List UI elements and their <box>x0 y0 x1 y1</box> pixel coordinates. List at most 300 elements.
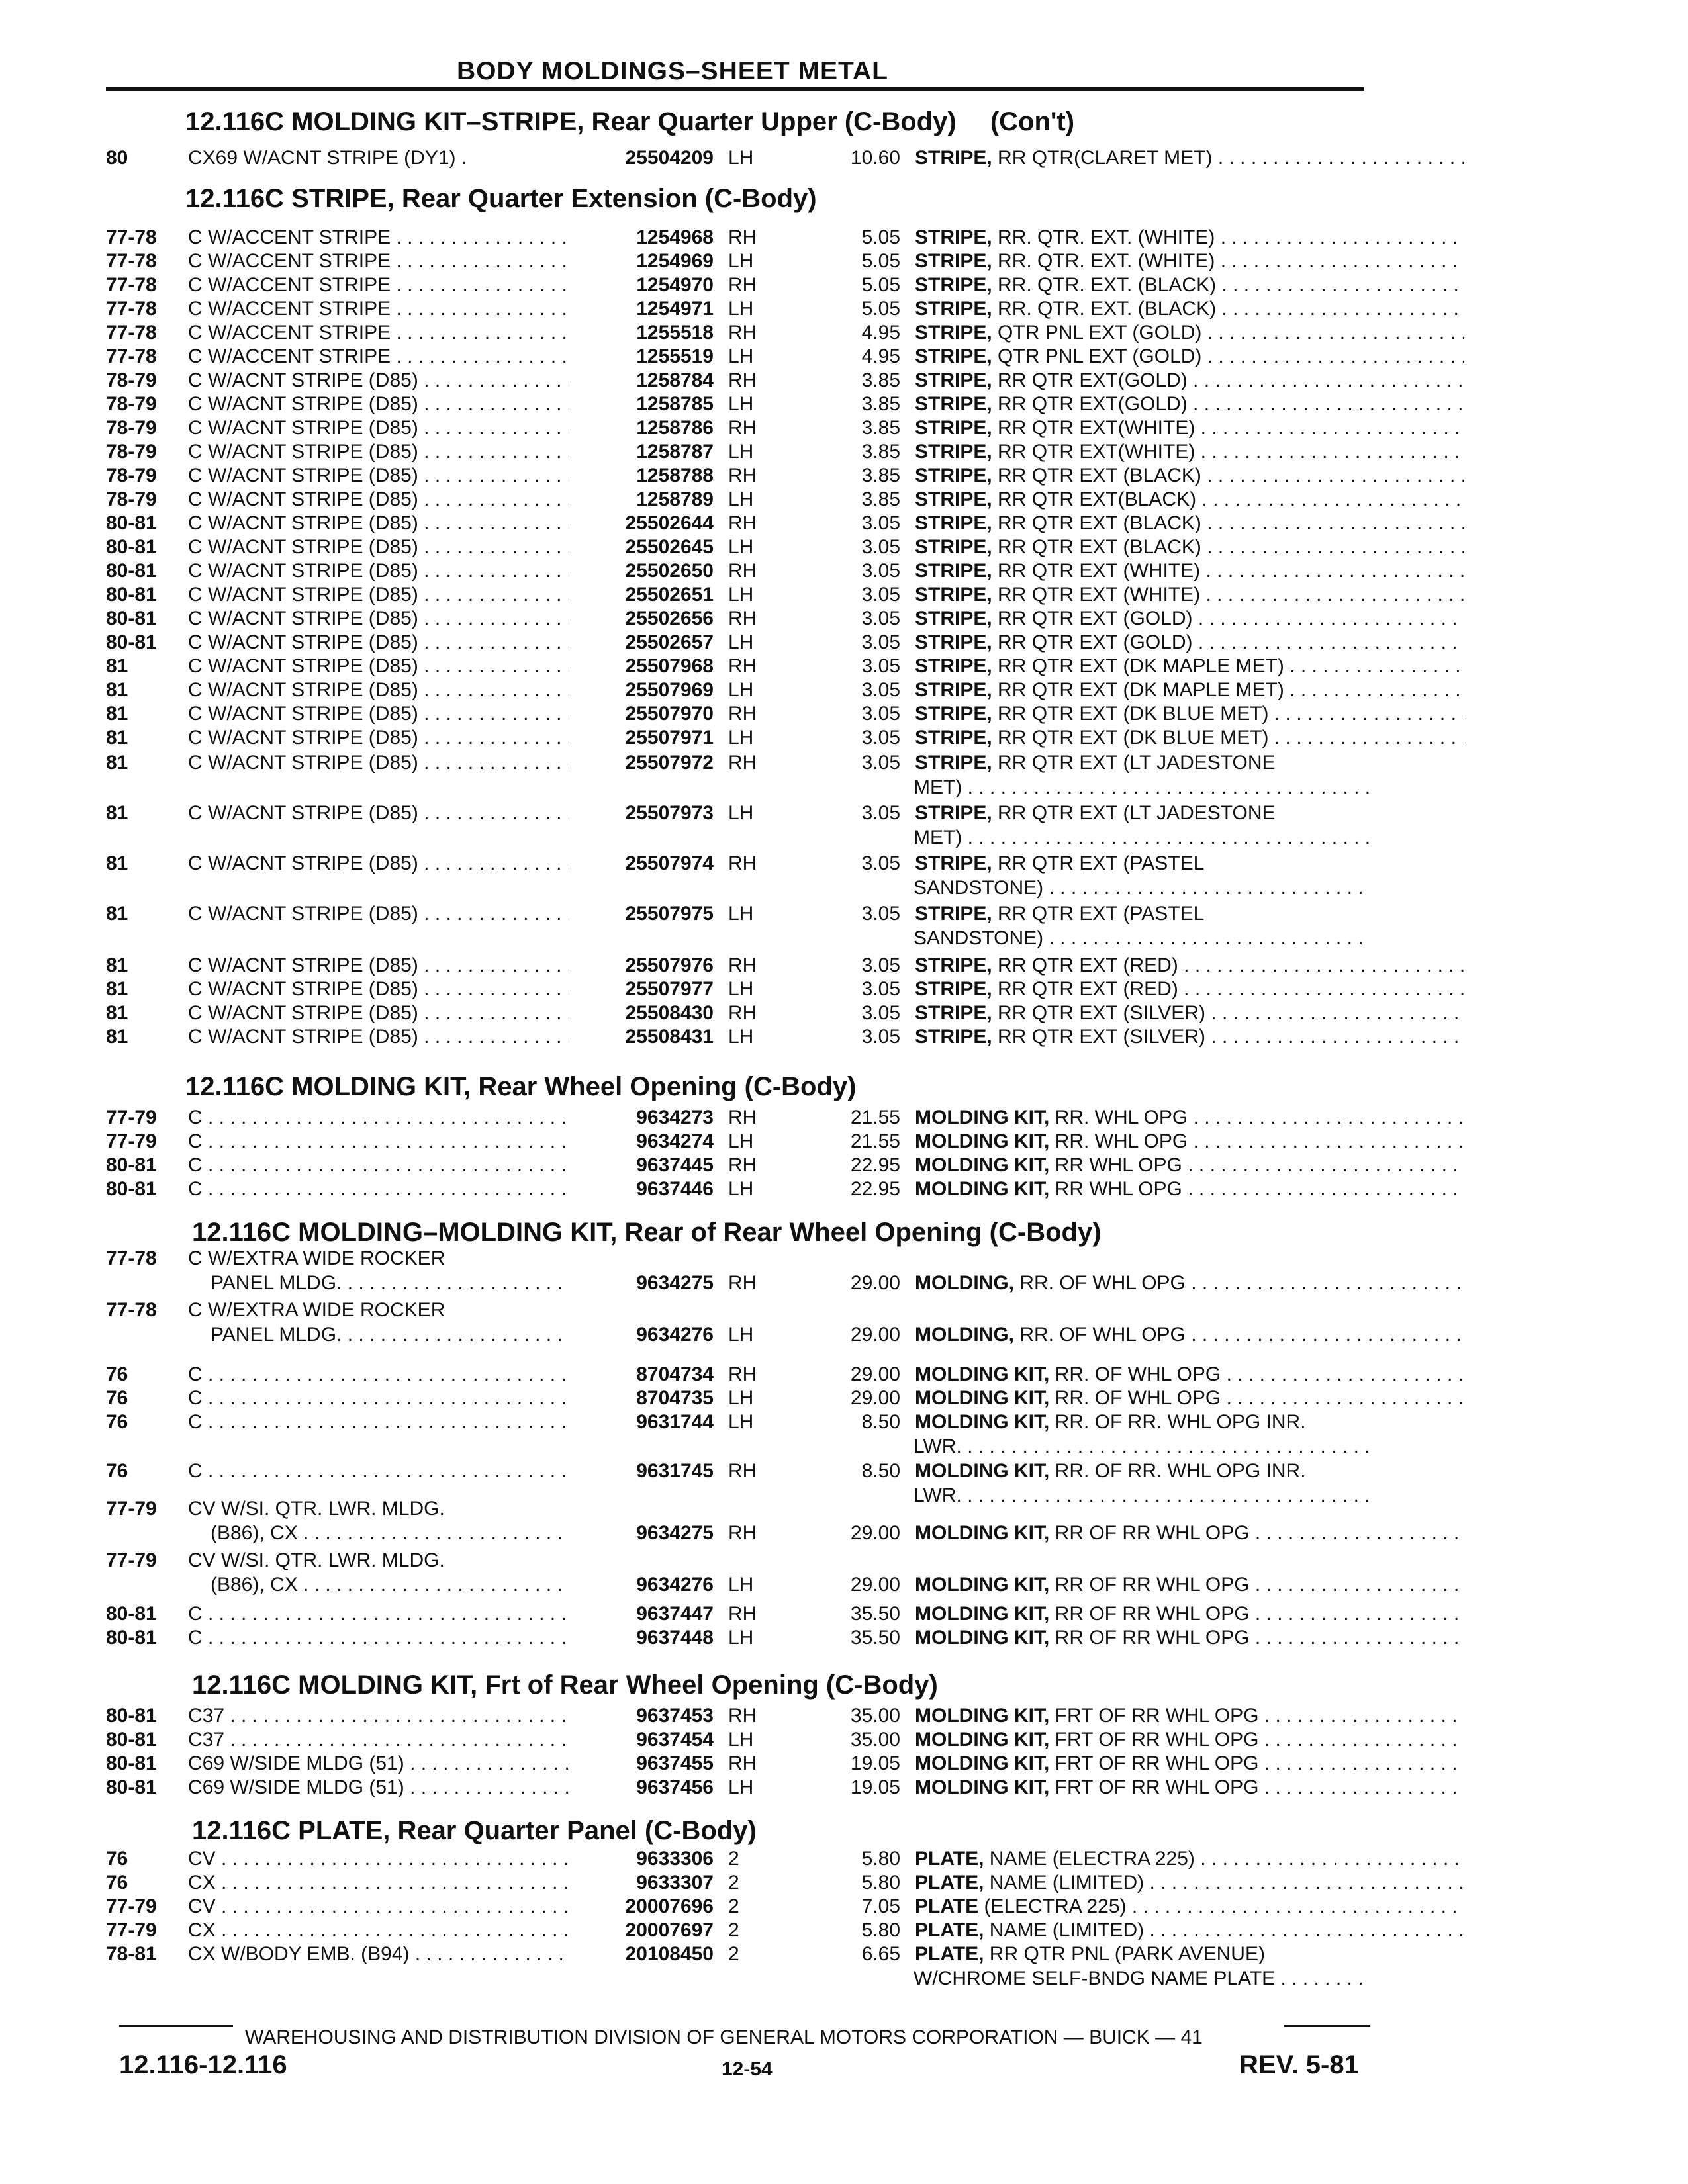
price: 29.00 <box>850 1363 900 1385</box>
title-rule <box>106 87 1364 91</box>
side: RH <box>728 1603 757 1625</box>
part-name-bold: MOLDING KIT, <box>915 1603 1050 1625</box>
side: RH <box>728 655 757 677</box>
table-row <box>106 320 1377 345</box>
year: 77-78 <box>106 274 157 296</box>
table-row <box>106 678 1377 703</box>
side: RH <box>728 1363 757 1385</box>
part-number: 9637445 <box>569 1153 720 1178</box>
part-name-rest: FRT OF RR WHL OPG <box>1049 1705 1259 1727</box>
part-number: 1254970 <box>569 273 720 298</box>
part-name-continued: LWR. . . . <box>914 1483 1370 1508</box>
page-title: BODY MOLDINGS–SHEET METAL <box>457 57 888 85</box>
price: 3.05 <box>861 679 900 701</box>
side: RH <box>728 465 757 486</box>
part-number: 25507970 <box>569 702 720 727</box>
table-row <box>106 1775 1377 1800</box>
part-name-bold: MOLDING KIT, <box>915 1387 1050 1409</box>
year: 77-79 <box>106 1130 157 1152</box>
part-number: 9637454 <box>569 1727 720 1752</box>
description: C W/ACCENT STRIPE . . . <box>188 249 649 274</box>
year: 78-81 <box>106 1943 157 1965</box>
table-row <box>106 1521 1377 1546</box>
part-name-bold: MOLDING KIT, <box>915 1729 1050 1751</box>
side: LH <box>728 802 754 824</box>
description: C37 . . . <box>188 1704 649 1729</box>
table-row <box>106 1362 1377 1387</box>
part-name-bold: MOLDING KIT, <box>915 1460 1050 1482</box>
part-name-bold: STRIPE, <box>915 417 992 439</box>
description: C W/ACNT STRIPE (D85) . . . <box>188 953 649 978</box>
side: RH <box>728 703 757 725</box>
part-name-rest: RR. QTR. EXT. (WHITE) <box>992 226 1215 248</box>
part-name-rest: RR QTR EXT (BLACK) <box>992 465 1201 486</box>
description: C W/ACNT STRIPE (D85) . . . <box>188 582 649 608</box>
price: 10.60 <box>850 147 900 169</box>
table-row <box>106 1625 1377 1651</box>
side: LH <box>728 1574 754 1596</box>
table-row <box>106 630 1377 655</box>
footer-page-number: 12-54 <box>722 2058 773 2080</box>
price: 3.05 <box>861 727 900 749</box>
part-number: 1258785 <box>569 392 720 417</box>
side: 2 <box>728 1895 739 1917</box>
year: 77-78 <box>106 322 157 343</box>
part-name-bold: MOLDING, <box>915 1272 1014 1294</box>
part-number: 8704735 <box>569 1386 720 1411</box>
part-name <box>915 725 1464 751</box>
price: 29.00 <box>850 1522 900 1544</box>
year: 81 <box>106 679 128 701</box>
year: 80-81 <box>106 1776 157 1798</box>
side: RH <box>728 752 757 774</box>
year: 78-79 <box>106 417 157 439</box>
continued-label: (Con't) <box>990 107 1075 136</box>
side: RH <box>728 369 757 391</box>
table-row <box>106 1894 1377 1919</box>
section-title: 12.116C PLATE, Rear Quarter Panel (C-Body) <box>192 1816 757 1845</box>
price: 3.05 <box>861 1002 900 1024</box>
year: 80-81 <box>106 1154 157 1176</box>
part-number: 9634273 <box>569 1105 720 1130</box>
part-number: 9631744 <box>569 1410 720 1435</box>
description: CX W/BODY EMB. (B94) . . . <box>188 1942 649 1967</box>
part-name <box>915 1153 1464 1178</box>
description: C W/ACNT STRIPE (D85) . . . <box>188 702 649 727</box>
part-number: 1254968 <box>569 225 720 250</box>
side: LH <box>728 393 754 415</box>
part-name-rest: RR. OF WHL OPG <box>1049 1387 1221 1409</box>
side: LH <box>728 1411 754 1433</box>
part-name-rest: RR. OF WHL OPG <box>1049 1363 1221 1385</box>
side: 2 <box>728 1872 739 1893</box>
part-name-rest: RR. QTR. EXT. (BLACK) <box>992 298 1217 320</box>
part-name <box>915 463 1464 488</box>
year: 80-81 <box>106 560 157 582</box>
part-name-bold: PLATE <box>915 1895 979 1917</box>
table-row <box>106 1870 1377 1895</box>
year: 80-81 <box>106 1752 157 1774</box>
part-name <box>915 146 1464 171</box>
description-line1: CV W/SI. QTR. LWR. MLDG. <box>188 1549 445 1571</box>
table-row <box>106 487 1377 512</box>
part-name-bold: MOLDING, <box>915 1324 1014 1345</box>
part-name-bold: MOLDING KIT, <box>915 1574 1050 1596</box>
price: 19.05 <box>850 1776 900 1798</box>
table-row <box>106 1751 1377 1776</box>
side: RH <box>728 322 757 343</box>
part-name <box>915 1386 1464 1411</box>
price: 3.05 <box>861 1026 900 1048</box>
part-name-bold: MOLDING KIT, <box>915 1130 1050 1152</box>
part-name-rest: RR QTR EXT (PASTEL <box>992 903 1205 925</box>
description: C W/ACNT STRIPE (D85) . . . <box>188 463 649 488</box>
part-name <box>915 1751 1464 1776</box>
part-number: 25507976 <box>569 953 720 978</box>
footer-revision: REV. 5-81 <box>1239 2050 1359 2079</box>
part-number: 1258786 <box>569 416 720 441</box>
year: 77-79 <box>106 1895 157 1917</box>
description: C W/ACCENT STRIPE . . . <box>188 273 649 298</box>
table-row <box>106 146 1377 171</box>
part-name-bold: STRIPE, <box>915 903 992 925</box>
year: 81 <box>106 703 128 725</box>
part-name-rest: RR. QTR. EXT. (BLACK) <box>992 274 1217 296</box>
part-name-rest: RR. QTR. EXT. (WHITE) <box>992 250 1215 272</box>
part-name-bold: STRIPE, <box>915 512 992 534</box>
side: LH <box>728 1324 754 1345</box>
part-name-rest: RR. OF WHL OPG <box>1014 1272 1186 1294</box>
side: LH <box>728 1026 754 1048</box>
price: 7.05 <box>861 1895 900 1917</box>
part-number: 1255518 <box>569 320 720 345</box>
table-row <box>106 1942 1377 1967</box>
year: 77-79 <box>106 1107 157 1128</box>
price: 3.05 <box>861 752 900 774</box>
description-line1: C W/EXTRA WIDE ROCKER <box>188 1299 445 1321</box>
part-name-rest: RR QTR EXT (DK MAPLE MET) <box>992 655 1284 677</box>
part-name <box>915 1625 1464 1651</box>
description: C W/ACNT STRIPE (D85) . . . <box>188 439 649 465</box>
table-row <box>106 751 1377 776</box>
part-number: 25507971 <box>569 725 720 751</box>
description: C W/ACNT STRIPE (D85) . . . <box>188 416 649 441</box>
table-row <box>106 1459 1377 1484</box>
description: C W/ACNT STRIPE (D85) . . . <box>188 511 649 536</box>
table-row <box>106 1846 1377 1872</box>
part-name-bold: STRIPE, <box>915 345 992 367</box>
description: CX . . . <box>188 1870 649 1895</box>
part-name <box>915 1727 1464 1752</box>
part-name-rest: RR QTR EXT (GOLD) <box>992 608 1193 629</box>
year: 76 <box>106 1363 128 1385</box>
part-name-rest: RR QTR EXT(GOLD) <box>992 369 1188 391</box>
side: RH <box>728 954 757 976</box>
part-name <box>915 1846 1464 1872</box>
table-row <box>106 511 1377 536</box>
year: 80-81 <box>106 536 157 558</box>
part-number: 25508430 <box>569 1001 720 1026</box>
part-name-bold: MOLDING KIT, <box>915 1363 1050 1385</box>
description: C W/ACNT STRIPE (D85) . . . <box>188 1024 649 1050</box>
table-row <box>106 1129 1377 1154</box>
price: 3.85 <box>861 465 900 486</box>
year: 80-81 <box>106 608 157 629</box>
part-number: 9637453 <box>569 1704 720 1729</box>
part-name <box>915 654 1464 679</box>
price: 35.00 <box>850 1729 900 1751</box>
part-number: 25502657 <box>569 630 720 655</box>
part-number: 1255519 <box>569 344 720 369</box>
price: 3.85 <box>861 488 900 510</box>
table-row <box>106 463 1377 488</box>
year: 81 <box>106 852 128 874</box>
side: RH <box>728 608 757 629</box>
part-number: 25502650 <box>569 559 720 584</box>
part-name-rest: RR. WHL OPG <box>1049 1130 1188 1152</box>
description: C W/ACNT STRIPE (D85) . . . <box>188 630 649 655</box>
part-name-bold: STRIPE, <box>915 752 992 774</box>
part-name <box>915 1177 1464 1202</box>
part-number: 9634275 <box>569 1521 720 1546</box>
part-name-bold: MOLDING KIT, <box>915 1411 1050 1433</box>
year: 80-81 <box>106 1729 157 1751</box>
year: 77-78 <box>106 1248 157 1269</box>
price: 35.50 <box>850 1603 900 1625</box>
part-number: 25502645 <box>569 535 720 560</box>
part-number: 25507974 <box>569 851 720 876</box>
part-name-rest: RR QTR EXT (GOLD) <box>992 631 1193 653</box>
side: LH <box>728 441 754 463</box>
part-number: 25507969 <box>569 678 720 703</box>
part-number: 9634274 <box>569 1129 720 1154</box>
part-number: 20007696 <box>569 1894 720 1919</box>
part-number: 9633307 <box>569 1870 720 1895</box>
description: C W/ACCENT STRIPE . . . <box>188 296 649 322</box>
part-name-rest: RR OF RR WHL OPG <box>1049 1574 1250 1596</box>
part-name <box>915 249 1464 274</box>
description: C W/ACNT STRIPE (D85) . . . <box>188 901 649 927</box>
footer-range: 12.116-12.116 <box>119 2050 287 2079</box>
part-number: 25508431 <box>569 1024 720 1050</box>
year: 77-79 <box>106 1498 157 1520</box>
part-name <box>915 630 1464 655</box>
part-number: 1258787 <box>569 439 720 465</box>
part-name-bold: STRIPE, <box>915 298 992 320</box>
part-name <box>915 225 1464 250</box>
year: 77-78 <box>106 345 157 367</box>
price: 5.05 <box>861 298 900 320</box>
part-name-bold: MOLDING KIT, <box>915 1154 1050 1176</box>
table-row <box>106 851 1377 876</box>
side: RH <box>728 1460 757 1482</box>
price: 3.05 <box>861 954 900 976</box>
side: LH <box>728 536 754 558</box>
part-name-bold: STRIPE, <box>915 441 992 463</box>
part-name-bold: STRIPE, <box>915 147 992 169</box>
part-number: 25507972 <box>569 751 720 776</box>
year: 81 <box>106 655 128 677</box>
year: 76 <box>106 1848 128 1870</box>
part-name <box>915 751 1464 776</box>
description: C . . . <box>188 1410 649 1435</box>
description: PANEL MLDG. . . . <box>211 1271 671 1296</box>
part-name-rest: FRT OF RR WHL OPG <box>1049 1752 1259 1774</box>
description: C W/ACNT STRIPE (D85) . . . <box>188 606 649 631</box>
price: 4.95 <box>861 345 900 367</box>
part-number: 1258789 <box>569 487 720 512</box>
part-number: 9637447 <box>569 1602 720 1627</box>
price: 3.85 <box>861 441 900 463</box>
table-row <box>106 1177 1377 1202</box>
part-name-rest: RR QTR EXT (DK BLUE MET) <box>992 727 1269 749</box>
year: 81 <box>106 752 128 774</box>
part-name-rest: RR. OF WHL OPG <box>1014 1324 1186 1345</box>
price: 4.95 <box>861 322 900 343</box>
part-name-rest: RR OF RR WHL OPG <box>1049 1603 1250 1625</box>
year: 77-78 <box>106 298 157 320</box>
part-number: 20007697 <box>569 1918 720 1943</box>
part-name-continued: SANDSTONE) . . . <box>914 876 1370 901</box>
part-name-rest: RR QTR PNL (PARK AVENUE) <box>984 1943 1265 1965</box>
price: 35.00 <box>850 1705 900 1727</box>
table-row <box>106 273 1377 298</box>
description: C37 . . . <box>188 1727 649 1752</box>
part-name-bold: STRIPE, <box>915 852 992 874</box>
part-name-rest: RR OF RR WHL OPG <box>1049 1627 1250 1649</box>
side: RH <box>728 1154 757 1176</box>
part-name-rest: RR QTR EXT(BLACK) <box>992 488 1197 510</box>
part-name <box>915 901 1464 927</box>
year: 80-81 <box>106 512 157 534</box>
part-name-rest: RR QTR EXT (PASTEL <box>992 852 1205 874</box>
side: LH <box>728 1178 754 1200</box>
price: 3.05 <box>861 608 900 629</box>
table-row <box>106 225 1377 250</box>
part-name <box>915 296 1464 322</box>
table-row <box>106 439 1377 465</box>
table-row <box>106 416 1377 441</box>
year: 80-81 <box>106 1178 157 1200</box>
year: 80-81 <box>106 631 157 653</box>
footer-rule-right <box>1284 2025 1370 2027</box>
year: 77-79 <box>106 1919 157 1941</box>
description: PANEL MLDG. . . . <box>211 1322 671 1347</box>
table-row <box>106 1105 1377 1130</box>
part-name-continued: MET) . . . <box>914 775 1370 800</box>
side: LH <box>728 298 754 320</box>
part-number: 25502656 <box>569 606 720 631</box>
description: C W/ACNT STRIPE (D85) . . . <box>188 801 649 826</box>
description: C69 W/SIDE MLDG (51) . . . <box>188 1775 649 1800</box>
year: 80-81 <box>106 584 157 606</box>
side: LH <box>728 584 754 606</box>
part-name <box>915 439 1464 465</box>
side: LH <box>728 727 754 749</box>
description: C W/ACCENT STRIPE . . . <box>188 320 649 345</box>
part-name-bold: STRIPE, <box>915 465 992 486</box>
part-name <box>915 535 1464 560</box>
table-row <box>106 1704 1377 1729</box>
part-name <box>915 1271 1464 1296</box>
description: C W/ACNT STRIPE (D85) . . . <box>188 559 649 584</box>
year: 76 <box>106 1411 128 1433</box>
part-name <box>915 1322 1464 1347</box>
year: 76 <box>106 1872 128 1893</box>
side: RH <box>728 512 757 534</box>
part-number: 25507968 <box>569 654 720 679</box>
part-number: 25502644 <box>569 511 720 536</box>
year: 78-79 <box>106 465 157 486</box>
table-row <box>106 1001 1377 1026</box>
year: 77-78 <box>106 226 157 248</box>
part-name-bold: STRIPE, <box>915 978 992 1000</box>
part-name-rest: RR QTR EXT (RED) <box>992 954 1178 976</box>
table-row <box>106 1602 1377 1627</box>
part-number: 9637448 <box>569 1625 720 1651</box>
part-name <box>915 1410 1464 1435</box>
description: C W/ACNT STRIPE (D85) . . . <box>188 678 649 703</box>
price: 3.05 <box>861 512 900 534</box>
part-name-rest: RR WHL OPG <box>1049 1178 1182 1200</box>
side: RH <box>728 1752 757 1774</box>
table-row <box>106 654 1377 679</box>
table-row <box>106 953 1377 978</box>
description: C W/ACNT STRIPE (D85) . . . <box>188 487 649 512</box>
section-title: 12.116C MOLDING KIT, Frt of Rear Wheel Opening (C-Body) <box>192 1670 938 1700</box>
part-name-bold: STRIPE, <box>915 1002 992 1024</box>
part-number: 25502651 <box>569 582 720 608</box>
part-name <box>915 1572 1464 1598</box>
part-number: 1258788 <box>569 463 720 488</box>
section-title: 12.116C MOLDING KIT, Rear Wheel Opening (C-Body) <box>185 1072 857 1101</box>
part-name <box>915 1459 1464 1484</box>
part-name-bold: STRIPE, <box>915 954 992 976</box>
part-name <box>915 368 1464 393</box>
part-name-rest: RR OF RR WHL OPG <box>1049 1522 1250 1544</box>
part-name-rest: RR QTR EXT (DK MAPLE MET) <box>992 679 1284 701</box>
side: RH <box>728 1107 757 1128</box>
description: C . . . <box>188 1386 649 1411</box>
price: 22.95 <box>850 1178 900 1200</box>
side: RH <box>728 1002 757 1024</box>
description: C W/ACNT STRIPE (D85) . . . <box>188 392 649 417</box>
part-name <box>915 416 1464 441</box>
year: 81 <box>106 727 128 749</box>
footer-rule-left <box>119 2025 233 2027</box>
side: LH <box>728 250 754 272</box>
side: LH <box>728 903 754 925</box>
description: C W/ACNT STRIPE (D85) . . . <box>188 725 649 751</box>
part-name <box>915 851 1464 876</box>
part-number: 9634276 <box>569 1572 720 1598</box>
table-row <box>106 249 1377 274</box>
description: C W/ACNT STRIPE (D85) . . . <box>188 851 649 876</box>
year: 77-78 <box>106 1299 157 1321</box>
description: C . . . <box>188 1177 649 1202</box>
year: 76 <box>106 1387 128 1409</box>
price: 29.00 <box>850 1387 900 1409</box>
description: C . . . <box>188 1602 649 1627</box>
part-name <box>915 953 1464 978</box>
part-name <box>915 1024 1464 1050</box>
part-name-bold: STRIPE, <box>915 703 992 725</box>
part-name-bold: STRIPE, <box>915 727 992 749</box>
part-name-rest: RR QTR EXT (DK BLUE MET) <box>992 703 1269 725</box>
part-number: 25507977 <box>569 977 720 1002</box>
description-line1: C W/EXTRA WIDE ROCKER <box>188 1248 445 1269</box>
price: 3.85 <box>861 369 900 391</box>
